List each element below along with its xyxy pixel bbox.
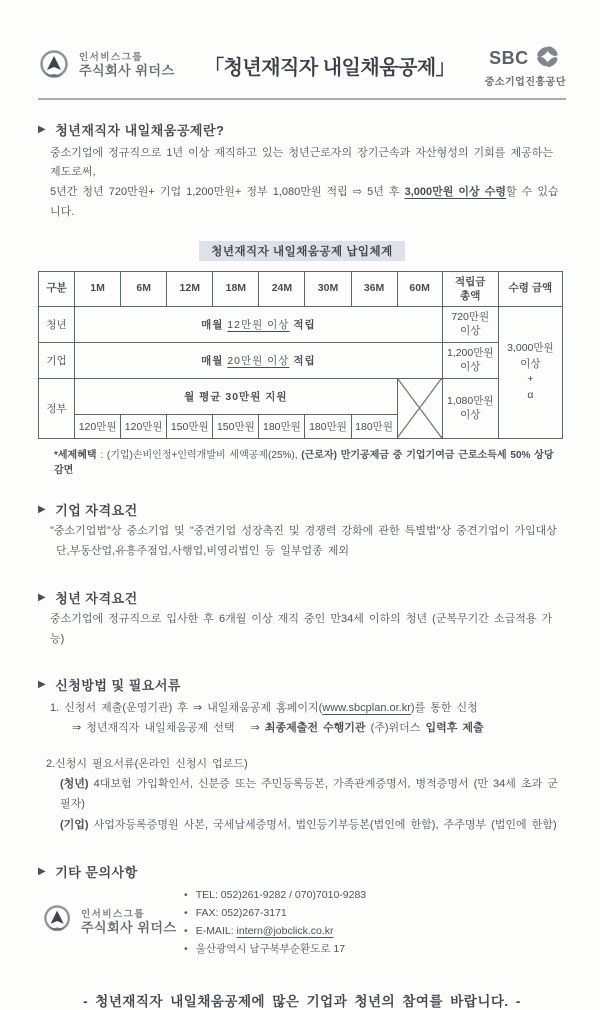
section-company-requirements (38, 500, 566, 562)
apply-step-1: 1. 신청서 제출(운영기관) 후 ⇒ 내일채움공제 홈페이지(www.sbcplan.or.kr)를 통한 신청 (50, 701, 478, 714)
triangle-bullet-icon: ▶ (38, 592, 47, 604)
dot-bullet-icon: • (184, 942, 188, 955)
row-label-youth: 청년 (39, 306, 75, 342)
table-row-youth (39, 306, 563, 342)
col-header-18m: 18M (213, 271, 259, 306)
witherus-logo-text (79, 53, 175, 79)
org-company-name: 주식회사 위더스 (79, 62, 175, 78)
row-label-company: 기업 (39, 342, 75, 378)
table-title: 청년재직자 내일채움공제 납입체계 (199, 241, 405, 261)
col-header-30m: 30M (305, 271, 351, 306)
witherus-logo (38, 50, 175, 82)
col-header-24m: 24M (259, 271, 305, 306)
triangle-bullet-icon: ▶ (38, 123, 47, 135)
company-req-line-1: "중소기업법"상 중소기업 및 "중견기업 성장촉진 및 경쟁력 강화에 관한 특별법"상 중견기업이 가입대상 (50, 524, 557, 537)
row-label-gov: 정부 (39, 378, 75, 438)
col-header-1m: 1M (75, 271, 121, 306)
required-docs-company: (기업) 사업자등록증명원 사본, 국세납세증명서, 법인등기부등본(법인에 한함), 주주명부 (법인에 한함) (60, 818, 557, 831)
triangle-bullet-icon: ▶ (38, 678, 47, 690)
contact-tel: • TEL: 052)261-9282 / 070)7010-9283 (184, 889, 367, 902)
sbc-org-name: 중소기업진흥공단 (484, 76, 566, 88)
col-header-12m: 12M (167, 271, 213, 306)
gov-amount-30m: 180만원 (305, 414, 351, 438)
closing-message: - 청년재직자 내일채움공제에 많은 기업과 청년의 참여를 바랍니다. - (83, 994, 521, 1010)
intro-line-2: 5년간 청년 720만원+ 기업 1,200만원+ 정부 1,080만원 적립 ⇨ 5년 후 3,000만원 이상 수령할 수 있습니다. (50, 186, 559, 218)
dot-bullet-icon: • (184, 924, 188, 937)
col-header-sum: 적립금 총액 (442, 271, 498, 306)
org-company-name: 주식회사 위더스 (81, 919, 177, 935)
company-deposit-cell: 매월 20만원 이상 적립 (75, 342, 443, 378)
table-title-wrap (38, 241, 566, 261)
dot-bullet-icon: • (184, 906, 188, 919)
table-row-company (39, 342, 563, 378)
gov-amount-18m: 150만원 (213, 414, 259, 438)
youth-sum-cell: 720만원 이상 (442, 306, 498, 342)
org-group-name: 인서비스그룹 (81, 908, 146, 920)
sbc-pinwheel-icon (532, 44, 562, 75)
application-title: 신청방법 및 필요서류 (55, 677, 181, 693)
company-req-heading (38, 500, 566, 519)
section-application (38, 675, 566, 835)
document-header (38, 44, 566, 100)
gov-60m-crossed-cell (397, 378, 442, 438)
sbcplan-url: www.sbcplan.or.kr (322, 701, 411, 714)
company-sum-cell: 1,200만원 이상 (442, 342, 498, 378)
contact-block (38, 887, 566, 958)
youth-req-heading (38, 588, 566, 607)
col-header-gubun: 구분 (39, 271, 75, 306)
section-youth-requirements (38, 588, 566, 650)
tax-benefit-footnote: *세제혜택 : (기업)손비인정+인력개발비 세액공제(25%), (근로자) 만기공제금 중 기업기여금 근로소득세 50% 상당 감면 (54, 449, 554, 476)
table-row-gov-support (39, 378, 563, 414)
contact-fax: • FAX: 052)267-3171 (184, 906, 287, 919)
dot-bullet-icon: • (184, 889, 188, 902)
payment-scheme-table (38, 271, 563, 439)
org-group-name: 인서비스그룹 (79, 51, 144, 63)
gov-amount-24m: 180만원 (259, 414, 305, 438)
triangle-bullet-icon: ▶ (38, 503, 47, 515)
col-header-6m: 6M (121, 271, 167, 306)
witherus-logo-icon (42, 905, 76, 940)
col-header-60m: 60M (397, 271, 442, 306)
section-intro (38, 120, 566, 223)
contact-list (184, 887, 366, 958)
apply-step-1b: ⇒ 청년재직자 내일채움공제 선택 ⇒ 최종제출전 수행기관 (주)위더스 입력후 제출 (72, 722, 484, 735)
youth-req-title: 청년 자격요건 (55, 591, 138, 607)
section-contact (38, 862, 566, 958)
sbc-logo (485, 44, 566, 88)
contact-title: 기타 문의사항 (55, 865, 138, 881)
witherus-logo-icon (38, 50, 74, 82)
youth-req-line-1: 중소기업에 정규직으로 입사한 후 6개월 이상 재직 중인 만34세 이하의 청년 (군복무기간 소급적용 가능) (50, 613, 553, 646)
intro-line-1: 중소기업에 정규직으로 1년 이상 재직하고 있는 청년근로자의 장기근속과 자산형성의 기회를 제공하는 제도로써, (50, 146, 553, 179)
page-title: 「청년재직자 내일채움공제」 (204, 57, 456, 80)
contact-address: • 울산광역시 남구북부순환도로 17 (184, 942, 346, 955)
intro-highlight: 3,000만원 이상 수령 (404, 186, 506, 199)
contact-heading (38, 862, 566, 881)
company-req-line-2: 단,부동산업,유흥주점업,사행업,비영리법인 등 일부업종 제외 (56, 544, 350, 557)
gov-amount-12m: 150만원 (167, 414, 213, 438)
contact-email: • E-MAIL: intern@jobclick.co.kr (184, 924, 334, 937)
youth-deposit-cell: 매월 12만원 이상 적립 (75, 306, 443, 342)
required-docs-youth: (청년) 4대보험 가입확인서, 신분증 또는 주민등록등본, 가족관계증명서, 병적증명서 (만 34세 초과 군필자) (60, 778, 558, 811)
apply-step-2-heading: 2.신청시 필요서류(온라인 신청시 업로드) (46, 757, 248, 770)
col-header-receive: 수령 금액 (498, 271, 562, 306)
receive-amount-cell: 3,000만원 이상 + α (498, 306, 562, 438)
gov-amount-36m: 180만원 (351, 414, 397, 438)
gov-amount-1m: 120만원 (75, 414, 121, 438)
witherus-logo-footer (42, 905, 184, 940)
sbc-logo-text: SBC (489, 48, 529, 69)
table-header-row (39, 271, 563, 306)
application-heading (38, 675, 566, 694)
email-address: intern@jobclick.co.kr (236, 924, 334, 937)
gov-sum-cell: 1,080만원 이상 (442, 378, 498, 438)
company-req-title: 기업 자격요건 (55, 502, 138, 518)
triangle-bullet-icon: ▶ (38, 866, 47, 878)
section-intro-title: 청년재직자 내일채움공제란? (55, 122, 225, 138)
col-header-36m: 36M (351, 271, 397, 306)
gov-support-cell: 월 평균 30만원 지원 (75, 378, 398, 414)
gov-amount-6m: 120만원 (121, 414, 167, 438)
section-intro-heading (38, 120, 566, 139)
